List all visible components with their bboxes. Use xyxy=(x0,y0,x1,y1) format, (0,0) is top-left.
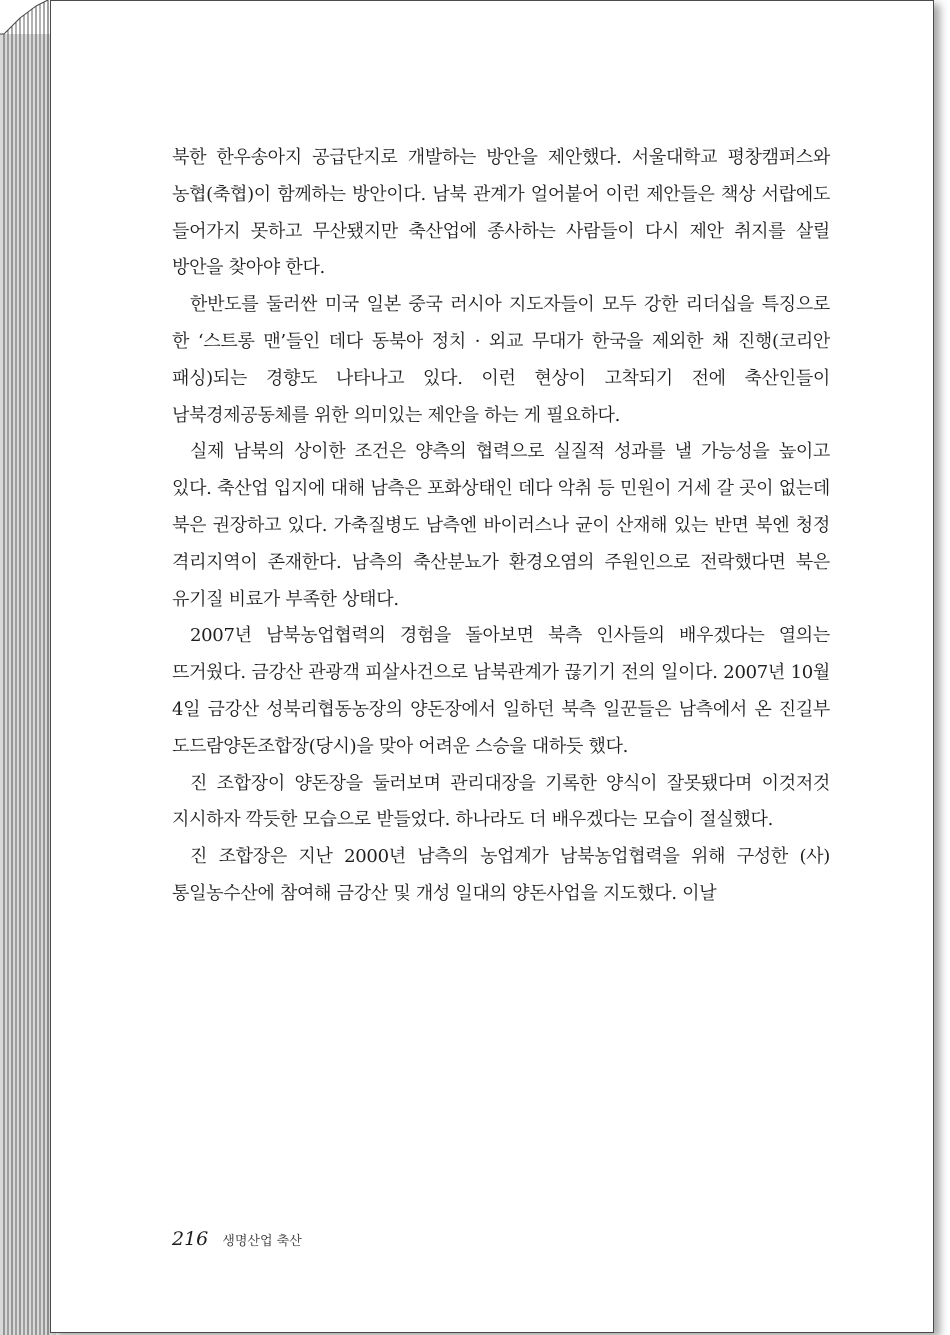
book-title: 생명산업 축산 xyxy=(222,1234,302,1249)
paragraph: 진 조합장이 양돈장을 둘러보며 관리대장을 기록한 양식이 잘못됐다며 이것저것 지시하자 깍듯한 모습으로 받들었다. 하나라도 더 배우겠다는 모습이 절실했다. xyxy=(172,772,830,831)
paragraph: 실제 남북의 상이한 조건은 양측의 협력으로 실질적 성과를 낼 가능성을 높이고 있다. 축산업 입지에 대해 남측은 포화상태인 데다 악취 등 민원이 거세 갈 곳이 없는데 북은 권장하고 있다. 가축질병도 남측엔 바이러스나 균이 산재해 있는 반면 북엔 청정 격리지역이 존재한다. 남측의 축산분뇨가 환경오염의 주원인으로 전락했다면 북은 유기질 비료가 부족한 상태다. xyxy=(172,441,830,610)
page-footer xyxy=(172,1228,302,1250)
paragraph: 진 조합장은 지난 2000년 남측의 농업계가 남북농업협력을 위해 구성한 (사)통일농수산에 참여해 금강산 및 개성 일대의 양돈사업을 지도했다. 이날 xyxy=(172,846,830,904)
page-number: 216 xyxy=(172,1228,209,1250)
paragraph: 한반도를 둘러싼 미국 일본 중국 러시아 지도자들이 모두 강한 리더십을 특징으로 한 ‘스트롱 맨’들인 데다 동북아 정치 · 외교 무대가 한국을 제외한 채 진행(코리안 패싱)되는 경향도 나타나고 있다. 이런 현상이 고착되기 전에 축산인들이 남북경제공동체를 위한 의미있는 제안을 하는 게 필요하다. xyxy=(172,294,830,426)
body-text xyxy=(172,140,830,913)
paragraph: 북한 한우송아지 공급단지로 개발하는 방안을 제안했다. 서울대학교 평창캠퍼스와 농협(축협)이 함께하는 방안이다. 남북 관계가 얼어붙어 이런 제안들은 책상 서랍에도 들어가지 못하고 무산됐지만 축산업에 종사하는 사람들이 다시 제안 취지를 살릴 방안을 찾아야 한다. xyxy=(172,147,830,279)
paragraph: 2007년 남북농업협력의 경험을 돌아보면 북측 인사들의 배우겠다는 열의는 뜨거웠다. 금강산 관광객 피살사건으로 남북관계가 끊기기 전의 일이다. 2007년 10월 4일 금강산 성북리협동농장의 양돈장에서 일하던 북측 일꾼들은 남측에서 온 진길부 도드람양돈조합장(당시)을 맞아 어려운 스승을 대하듯 했다. xyxy=(172,625,830,757)
